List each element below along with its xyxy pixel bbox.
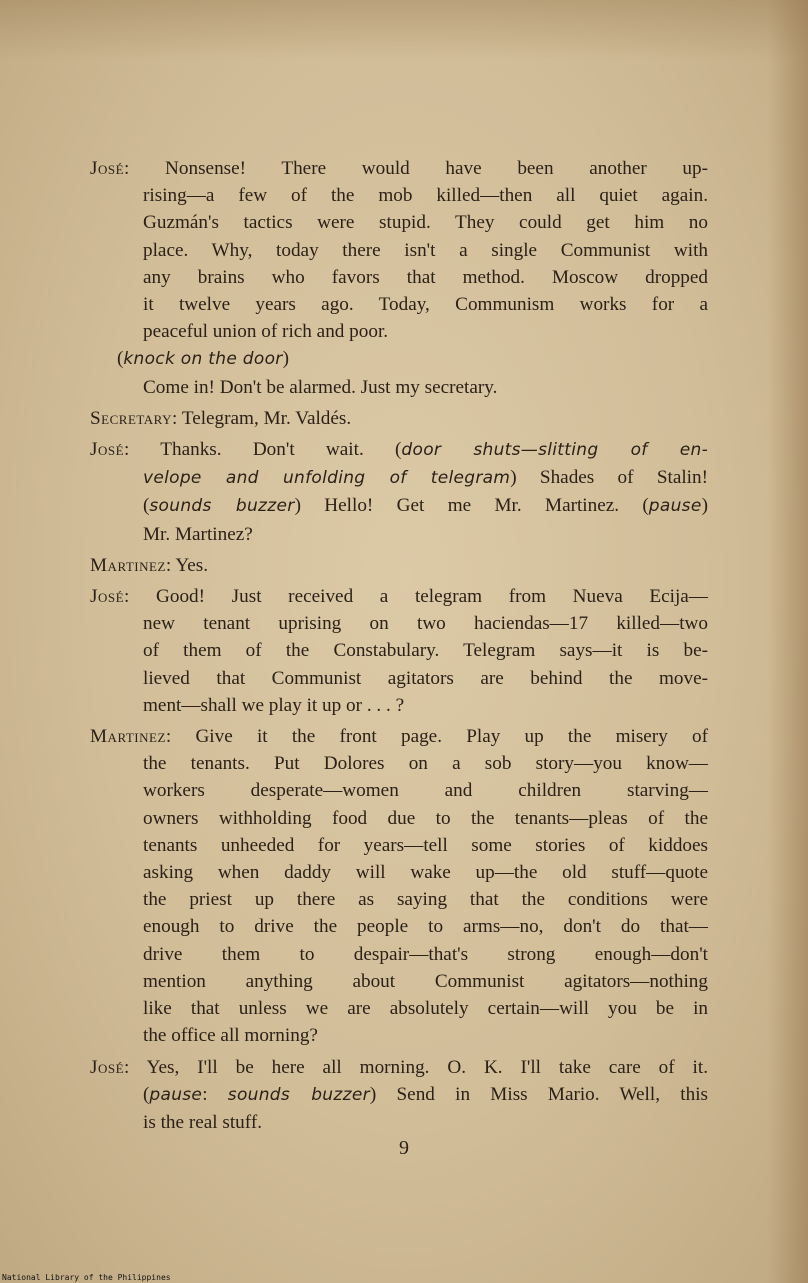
dialogue-text: Thanks. Don't wait. ( xyxy=(160,439,402,461)
speaker-name: Secretary xyxy=(90,407,173,429)
dialogue-line: of them of the Constabulary. Telegram says—it is be- xyxy=(143,640,708,662)
page-shadow-top xyxy=(0,0,808,60)
dialogue-line: rising—a few of the mob killed—then all quiet again. xyxy=(143,185,708,207)
speech-jose-4: José: Yes, I'll be here all morning. O. K. I'll take care of it. (pause: sounds buzzer) Send in Miss Mario. Well, this is the real stuff. xyxy=(90,1054,708,1137)
speaker-name: José xyxy=(90,586,125,608)
dialogue-text: ) Send in Miss Mario. Well, this xyxy=(369,1083,708,1105)
dialogue-line: is the real stuff. xyxy=(143,1111,263,1133)
speech-jose-3: José: Good! Just received a telegram from Nueva Ecija— new tenant uprising on two haciendas—17 killed—two of them of the Constabulary. Telegram says—it is be- lieved that Communist agitators are behind the move- ment—shall we play it up or . . . ? xyxy=(90,583,708,719)
speech-jose-2: José: Thanks. Don't wait. (door shuts—slitting of en- velope and unfolding of telegram) Shades of Stalin! (sounds buzzer) Hello! Get me Mr. Martinez. (pause) Mr. Martinez? xyxy=(90,436,708,548)
dialogue-line: the priest up there as saying that the conditions were xyxy=(143,889,708,911)
dialogue-line: Come in! Don't be alarmed. Just my secretary. xyxy=(143,376,498,398)
dialogue-line: Nonsense! There would have been another up- xyxy=(165,158,708,179)
dialogue-line: tenants unheeded for years—tell some stories of kiddoes xyxy=(143,834,708,856)
speech-jose-1: José: Nonsense! There would have been another up- rising—a few of the mob killed—then all quiet again. Guzmán's tactics were stupid. They could get him no place. Why, today there isn't a single Communist with any brains who favors that method. Moscow dropped it twelve years ago. Today, Communism works for a peaceful union of rich and poor. xyxy=(90,155,708,345)
dialogue-line: lieved that Communist agitators are behind the move- xyxy=(143,667,708,689)
dialogue-line: Guzmán's tactics were stupid. They could get him no xyxy=(143,212,708,234)
dialogue-text: ( xyxy=(143,1083,150,1105)
dialogue-line: the office all morning? xyxy=(143,1025,318,1047)
dialogue-line: Yes. xyxy=(175,554,209,576)
speaker-name: José xyxy=(90,439,125,461)
stage-direction: velope and unfolding of telegram xyxy=(143,468,511,489)
speaker-name: Martinez xyxy=(90,554,166,576)
dialogue-text: Yes, I'll be here all morning. O. K. I'll take care of it. xyxy=(146,1056,708,1078)
dialogue-line: enough to drive the people to arms—no, don't do that— xyxy=(143,916,708,938)
dialogue-text: ) Shades of Stalin! xyxy=(510,467,708,489)
dialogue-line: the tenants. Put Dolores on a sob story—you know— xyxy=(143,753,708,775)
dialogue-line: Give it the front page. Play up the misery of xyxy=(195,726,708,748)
dialogue-line: owners withholding food due to the tenants—pleas of the xyxy=(143,807,708,829)
speaker-name: José xyxy=(90,1056,125,1078)
script-page xyxy=(90,155,708,1136)
dialogue-line: any brains who favors that method. Moscow dropped xyxy=(143,266,708,288)
stage-direction-knock: (knock on the door) Come in! Don't be alarmed. Just my secretary. xyxy=(90,345,708,400)
library-footer: National Library of the Philippines xyxy=(2,1273,171,1282)
speaker-name: José xyxy=(90,158,125,179)
dialogue-line: Telegram, Mr. Valdés. xyxy=(181,407,352,429)
dialogue-text: ( xyxy=(143,495,150,517)
dialogue-text: ) Hello! Get me Mr. Martinez. ( xyxy=(294,495,649,517)
speaker-name: Martinez xyxy=(90,726,166,748)
speech-martinez-2: Martinez: Give it the front page. Play up the misery of the tenants. Put Dolores on a sob story—you know— workers desperate—women and children starving— owners withholding food due to the tenants—pleas of the tenants unheeded for years—tell some stories of kiddoes asking when daddy will wake up—the old stuff—quote the priest up there as saying that the conditions were enough to drive the people to arms—no, don't do that— drive them to despair—that's strong enough—don't mention anything about Communist agitators—nothing like that unless we are absolutely certain—will you be in the office all morning? xyxy=(90,723,708,1049)
speech-martinez-1: Martinez: Yes. xyxy=(90,554,209,576)
dialogue-line: ment—shall we play it up or . . . ? xyxy=(143,694,405,716)
page-number: 9 xyxy=(399,1137,409,1159)
stage-direction: knock on the door xyxy=(123,349,283,370)
stage-direction: sounds buzzer xyxy=(227,1084,370,1105)
dialogue-line: Mr. Martinez? xyxy=(143,523,253,545)
dialogue-line: like that unless we are absolutely certain—will you be in xyxy=(143,998,708,1020)
dialogue-line: asking when daddy will wake up—the old stuff—quote xyxy=(143,862,708,884)
dialogue-line: place. Why, today there isn't a single Communist with xyxy=(143,239,708,261)
dialogue-text: : xyxy=(202,1083,228,1105)
stage-direction: pause xyxy=(149,1084,203,1105)
stage-direction: pause xyxy=(648,496,702,517)
stage-direction: door shuts—slitting of en- xyxy=(401,440,708,461)
dialogue-line: peaceful union of rich and poor. xyxy=(143,321,389,343)
page-shadow-right xyxy=(768,0,808,1283)
dialogue-line: it twelve years ago. Today, Communism works for a xyxy=(143,294,708,316)
dialogue-line: mention anything about Communist agitators—nothing xyxy=(143,970,708,992)
dialogue-line: new tenant uprising on two haciendas—17 killed—two xyxy=(143,613,708,635)
dialogue-line: drive them to despair—that's strong enough—don't xyxy=(143,943,708,965)
stage-direction: sounds buzzer xyxy=(149,496,295,517)
dialogue-line: workers desperate—women and children starving— xyxy=(143,780,708,802)
speech-secretary: Secretary: Telegram, Mr. Valdés. xyxy=(90,407,352,429)
dialogue-line: Good! Just received a telegram from Nueva Ecija— xyxy=(156,586,708,608)
dialogue-text: ) xyxy=(701,495,708,517)
